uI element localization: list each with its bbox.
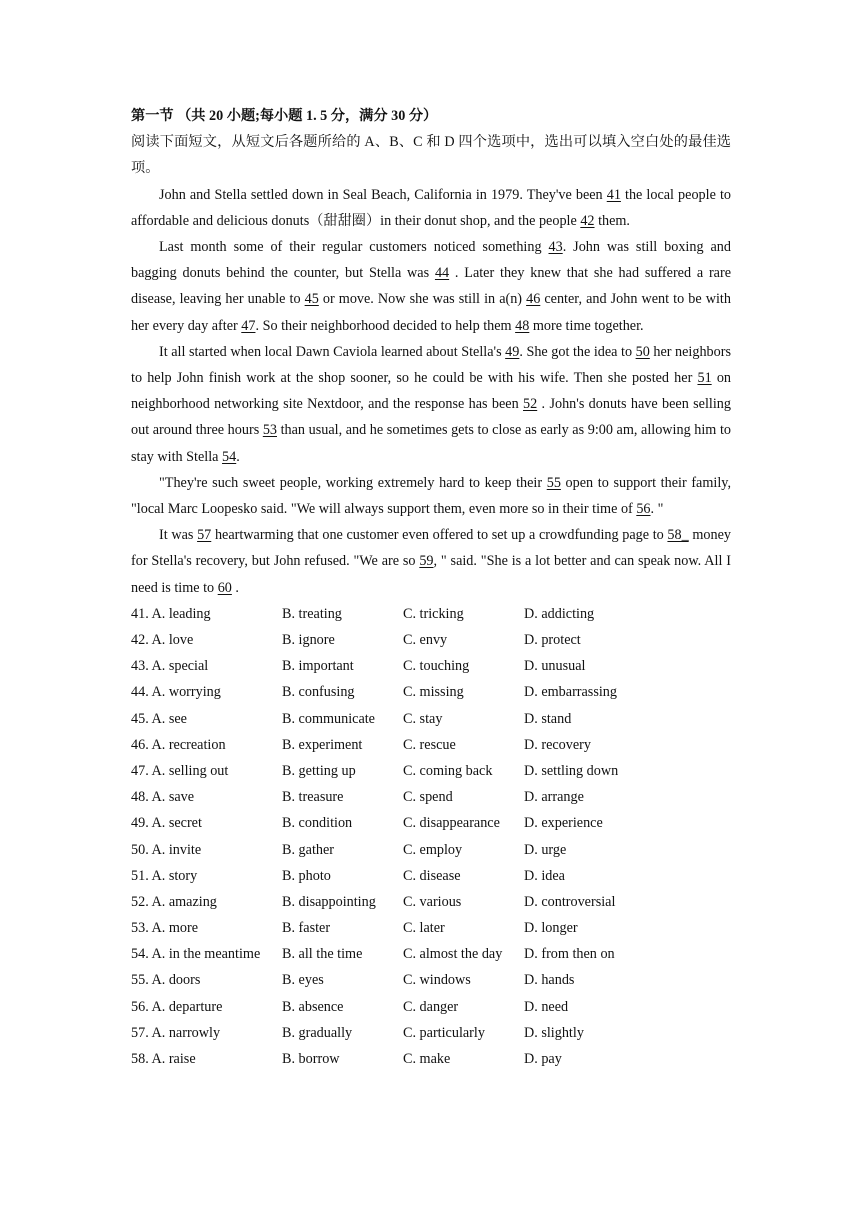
option-row bbox=[131, 810, 731, 836]
option-a: 41. A. leading bbox=[131, 605, 211, 622]
option-a: 56. A. departure bbox=[131, 998, 223, 1015]
blank-number: 53 bbox=[262, 422, 277, 439]
option-c: C. almost the day bbox=[403, 946, 503, 963]
option-row bbox=[131, 915, 731, 941]
option-a: 58. A. raise bbox=[131, 1051, 196, 1068]
option-b: B. all the time bbox=[282, 946, 363, 963]
option-row bbox=[131, 967, 731, 993]
option-b: B. disappointing bbox=[282, 893, 376, 910]
blank-number: 60 bbox=[217, 579, 232, 596]
passage-paragraph bbox=[131, 182, 731, 234]
option-d: D. recovery bbox=[524, 736, 591, 753]
paragraph-text: open to support their family, "local Marc Loopesko said. "We will always support them, even more so in their time of bbox=[131, 474, 731, 518]
passage bbox=[131, 182, 731, 601]
option-b: B. treasure bbox=[282, 789, 344, 806]
paragraph-text: heartwarming that one customer even offered to set up a crowdfunding page to bbox=[211, 527, 668, 544]
blank-number: 58_ bbox=[667, 527, 689, 544]
paragraph-text: . John's donuts have been selling out around three hours bbox=[131, 396, 731, 439]
paragraph-text: . So their neighborhood decided to help them bbox=[255, 317, 516, 334]
option-c: C. disease bbox=[403, 867, 461, 884]
paragraph-text: . She got the idea to bbox=[519, 343, 636, 360]
paragraph-text: "They're such sweet people, working extremely hard to keep their bbox=[159, 474, 547, 491]
option-b: B. communicate bbox=[282, 710, 375, 727]
paragraph-text: money for Stella's recovery, but John refused. "We are so bbox=[131, 527, 731, 570]
paragraph-text: or move. Now she was still in a(n) bbox=[318, 291, 527, 308]
blank-number: 43 bbox=[548, 239, 563, 256]
option-a: 47. A. selling out bbox=[131, 762, 229, 779]
option-b: B. faster bbox=[282, 920, 331, 937]
blank-number: 42 bbox=[580, 212, 595, 229]
option-c: C. envy bbox=[403, 632, 448, 649]
option-d: D. embarrassing bbox=[524, 684, 617, 701]
option-row bbox=[131, 706, 731, 732]
option-c: C. rescue bbox=[403, 736, 456, 753]
option-a: 55. A. doors bbox=[131, 972, 201, 989]
passage-paragraph bbox=[131, 470, 731, 522]
option-c: C. missing bbox=[403, 684, 464, 701]
option-row bbox=[131, 758, 731, 784]
instructions: 阅读下面短文，从短文后各题所给的 A、B、C 和 D 四个选项中，选出可以填入空白处的最佳选项。 bbox=[131, 134, 731, 177]
paragraph-text: . Later they knew that she had suffered a rare disease, leaving her unable to bbox=[131, 265, 731, 308]
option-c: C. disappearance bbox=[403, 815, 500, 832]
option-b: B. getting up bbox=[282, 762, 356, 779]
option-row bbox=[131, 837, 731, 863]
option-a: 45. A. see bbox=[131, 710, 187, 727]
option-c: C. particularly bbox=[403, 1024, 485, 1041]
option-d: D. controversial bbox=[524, 893, 616, 910]
blank-number: 56 bbox=[636, 501, 651, 518]
option-a: 44. A. worrying bbox=[131, 684, 221, 701]
blank-number: 49 bbox=[505, 343, 520, 360]
option-d: D. pay bbox=[524, 1051, 562, 1068]
blank-number: 51 bbox=[697, 370, 712, 387]
blank-number: 55 bbox=[546, 474, 561, 491]
option-c: C. windows bbox=[403, 972, 471, 989]
options-list bbox=[131, 601, 731, 1072]
paragraph-text: . John was still boxing and bagging donuts behind the counter, but Stella was bbox=[131, 239, 731, 282]
option-d: D. need bbox=[524, 998, 569, 1015]
option-b: B. confusing bbox=[282, 684, 355, 701]
passage-paragraph bbox=[131, 522, 731, 601]
blank-number: 50 bbox=[635, 343, 650, 360]
paragraph-text: on neighborhood networking site Nextdoor, and the response has been bbox=[131, 370, 731, 413]
option-d: D. addicting bbox=[524, 605, 595, 622]
option-row bbox=[131, 732, 731, 758]
option-b: B. photo bbox=[282, 867, 331, 884]
option-c: C. coming back bbox=[403, 762, 493, 779]
option-b: B. eyes bbox=[282, 972, 324, 989]
paragraph-text: . bbox=[231, 579, 239, 596]
option-row bbox=[131, 653, 731, 679]
option-d: D. from then on bbox=[524, 946, 615, 963]
option-a: 49. A. secret bbox=[131, 815, 202, 832]
option-a: 51. A. story bbox=[131, 867, 198, 884]
option-d: D. arrange bbox=[524, 789, 584, 806]
option-c: C. tricking bbox=[403, 605, 464, 622]
paragraph-text: John and Stella settled down in Seal Beach, California in 1979. They've been bbox=[159, 186, 607, 203]
paragraph-text: more time together. bbox=[529, 317, 644, 334]
passage-paragraph bbox=[131, 234, 731, 339]
option-a: 48. A. save bbox=[131, 789, 195, 806]
option-a: 52. A. amazing bbox=[131, 893, 217, 910]
option-d: D. longer bbox=[524, 920, 578, 937]
option-d: D. settling down bbox=[524, 762, 619, 779]
option-d: D. slightly bbox=[524, 1024, 584, 1041]
paragraph-text: than usual, and he sometimes gets to close as early as 9:00 am, allowing him to stay with Stella bbox=[131, 422, 731, 465]
option-c: C. later bbox=[403, 920, 445, 937]
section-heading: 第一节 （共 20 小题;每小题 1. 5 分，满分 30 分） bbox=[131, 108, 438, 124]
option-b: B. treating bbox=[282, 605, 342, 622]
option-a: 42. A. love bbox=[131, 632, 194, 649]
option-row bbox=[131, 1020, 731, 1046]
option-row bbox=[131, 889, 731, 915]
option-b: B. important bbox=[282, 658, 354, 675]
blank-number: 59 bbox=[419, 553, 434, 570]
blank-number: 48 bbox=[515, 317, 530, 334]
option-c: C. danger bbox=[403, 998, 459, 1015]
option-d: D. idea bbox=[524, 867, 565, 884]
blank-number: 52 bbox=[523, 396, 538, 413]
paragraph-text: . bbox=[236, 448, 240, 465]
option-row bbox=[131, 941, 731, 967]
option-d: D. protect bbox=[524, 632, 581, 649]
option-a: 57. A. narrowly bbox=[131, 1024, 221, 1041]
option-row bbox=[131, 863, 731, 889]
paragraph-text: them. bbox=[594, 212, 630, 229]
paragraph-text: It all started when local Dawn Caviola learned about Stella's bbox=[159, 343, 506, 360]
paragraph-text: . " bbox=[650, 501, 664, 518]
option-row bbox=[131, 784, 731, 810]
option-b: B. condition bbox=[282, 815, 353, 832]
option-a: 43. A. special bbox=[131, 658, 209, 675]
option-row bbox=[131, 1046, 731, 1072]
option-row bbox=[131, 679, 731, 705]
option-a: 46. A. recreation bbox=[131, 736, 226, 753]
option-b: B. gradually bbox=[282, 1024, 353, 1041]
option-row bbox=[131, 601, 731, 627]
option-c: C. employ bbox=[403, 841, 463, 858]
blank-number: 45 bbox=[304, 291, 319, 308]
paragraph-text: her neighbors to help John finish work at the shop sooner, so he could be with his wife. Then she posted her bbox=[131, 343, 731, 387]
paragraph-text: , " said. "She is a lot better and can speak now. All I need is time to bbox=[131, 553, 731, 596]
option-c: C. touching bbox=[403, 658, 470, 675]
paragraph-text: center, and John went to be with her every day after bbox=[131, 291, 731, 334]
option-d: D. urge bbox=[524, 841, 567, 858]
blank-number: 44 bbox=[434, 265, 450, 282]
option-b: B. ignore bbox=[282, 632, 335, 649]
option-c: C. stay bbox=[403, 710, 443, 727]
blank-number: 46 bbox=[526, 291, 541, 308]
blank-number: 47 bbox=[241, 317, 256, 334]
option-d: D. experience bbox=[524, 815, 603, 832]
passage-paragraph bbox=[131, 339, 731, 470]
option-c: C. spend bbox=[403, 789, 453, 806]
option-d: D. unusual bbox=[524, 658, 586, 675]
option-c: C. make bbox=[403, 1051, 451, 1068]
option-a: 50. A. invite bbox=[131, 841, 202, 858]
option-row bbox=[131, 627, 731, 653]
blank-number: 41 bbox=[606, 186, 621, 203]
blank-number: 57 bbox=[197, 527, 212, 544]
paragraph-text: the local people to affordable and delicious donuts（甜甜圈）in their donut shop, and the people bbox=[131, 186, 731, 229]
option-b: B. gather bbox=[282, 841, 335, 858]
option-c: C. various bbox=[403, 893, 462, 910]
option-b: B. experiment bbox=[282, 736, 363, 753]
option-d: D. stand bbox=[524, 710, 572, 727]
blank-number: 54 bbox=[222, 448, 237, 465]
option-a: 53. A. more bbox=[131, 920, 198, 937]
option-b: B. absence bbox=[282, 998, 344, 1015]
option-d: D. hands bbox=[524, 972, 575, 989]
paragraph-text: It was bbox=[159, 527, 198, 544]
option-a: 54. A. in the meantime bbox=[131, 946, 261, 963]
paragraph-text: Last month some of their regular customers noticed something bbox=[159, 239, 549, 256]
option-row bbox=[131, 994, 731, 1020]
document-page bbox=[131, 103, 731, 1072]
option-b: B. borrow bbox=[282, 1051, 340, 1068]
